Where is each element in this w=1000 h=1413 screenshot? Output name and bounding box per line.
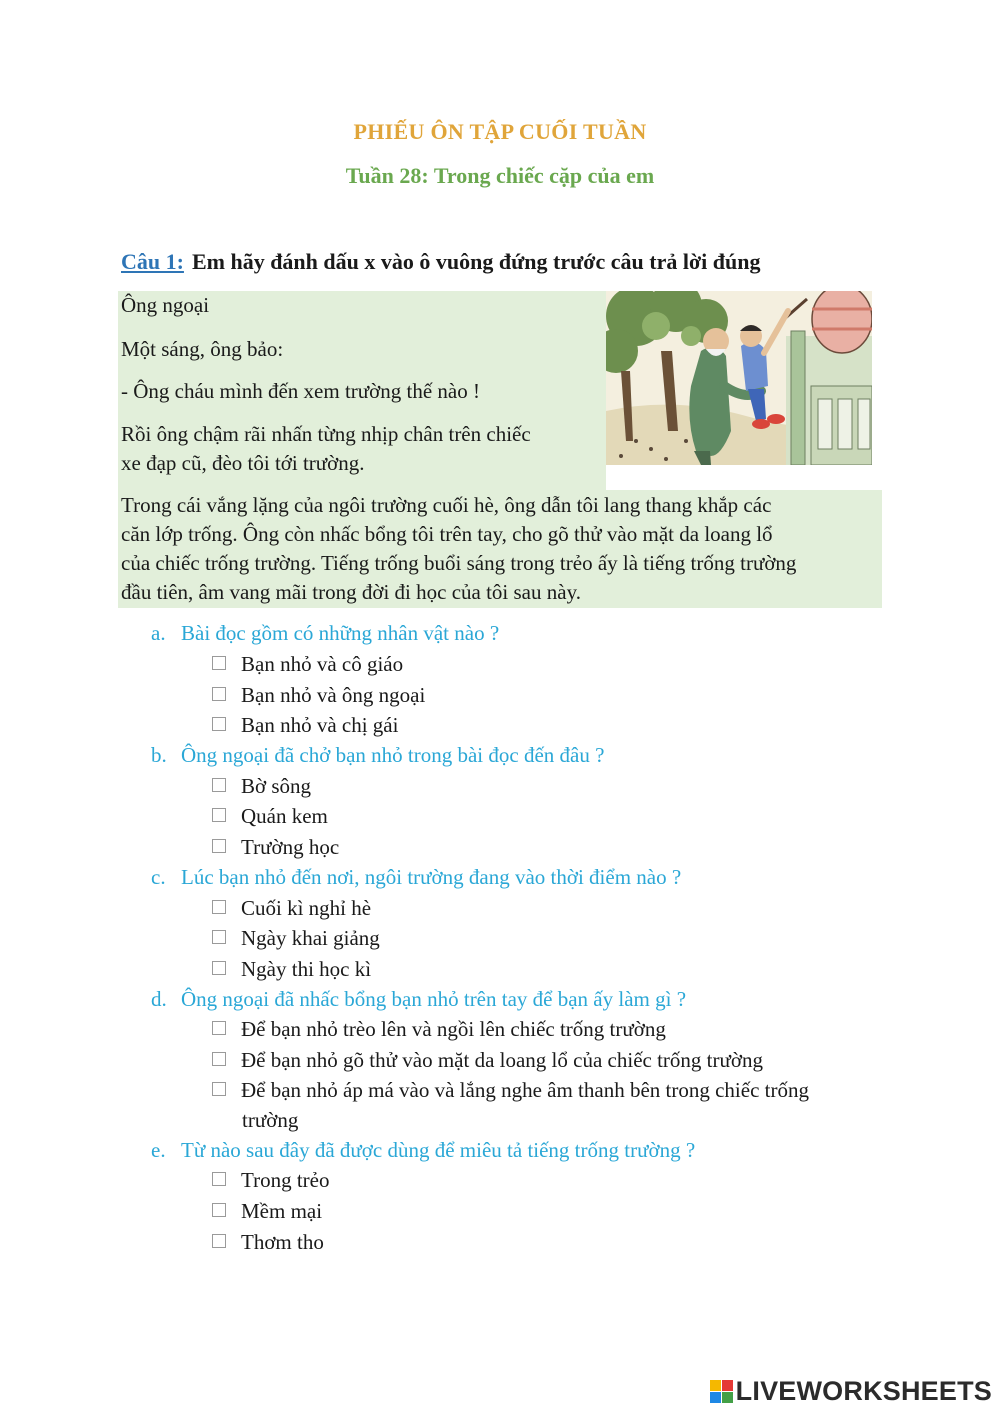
option-label: Cuối kì nghỉ hè [241, 896, 372, 920]
passage-line: xe đạp cũ, đèo tôi tới trường. [121, 451, 365, 475]
passage-line: của chiếc trống trường. Tiếng trống buổi sáng trong trẻo ấy là tiếng trống trường [121, 551, 797, 575]
checkbox[interactable] [212, 961, 226, 975]
worksheet-subtitle: Tuần 28: Trong chiếc cặp của em [345, 163, 655, 188]
passage-title: Ông ngoại [121, 293, 210, 317]
question-letter: d. [151, 987, 167, 1011]
grandfather-child-drum-illustration [606, 291, 872, 465]
question-text: Lúc bạn nhỏ đến nơi, ngôi trường đang vào thời điểm nào ? [181, 865, 682, 889]
answer-option[interactable] [212, 1048, 763, 1073]
option-label: Bạn nhỏ và cô giáo [241, 652, 404, 676]
option-label-wrap: trường [242, 1108, 299, 1132]
answer-option[interactable] [212, 683, 425, 708]
question-text: Ông ngoại đã chở bạn nhỏ trong bài đọc đến đâu ? [181, 743, 605, 767]
liveworksheets-logo[interactable] [710, 1376, 992, 1407]
passage-line: căn lớp trống. Ông còn nhấc bổng tôi trên tay, cho gõ thử vào mặt da loang lổ [121, 522, 773, 546]
answer-option[interactable] [212, 1230, 324, 1255]
checkbox[interactable] [212, 687, 226, 701]
option-label: Thơm tho [241, 1230, 324, 1254]
question-e [151, 1138, 695, 1163]
answer-option[interactable] [212, 1078, 809, 1103]
answer-option[interactable] [212, 957, 371, 982]
option-label: Mềm mại [241, 1199, 323, 1223]
passage-line: Một sáng, ông bảo: [121, 337, 284, 361]
question-b [151, 743, 604, 768]
checkbox[interactable] [212, 839, 226, 853]
checkbox[interactable] [212, 1234, 226, 1248]
option-label: Ngày thi học kì [241, 957, 372, 981]
passage-line: Rồi ông chậm rãi nhấn từng nhịp chân trên chiếc [121, 422, 531, 446]
checkbox[interactable] [212, 656, 226, 670]
passage-line: Trong cái vắng lặng của ngôi trường cuối hè, ông dẫn tôi lang thang khắp các [121, 493, 772, 517]
answer-option[interactable] [212, 804, 328, 829]
checkbox[interactable] [212, 1172, 226, 1186]
question-1-heading [121, 249, 760, 275]
liveworksheets-logo-icon [710, 1380, 733, 1403]
question-c [151, 865, 681, 890]
question-text: Bài đọc gồm có những nhân vật nào ? [181, 621, 500, 645]
answer-option[interactable] [212, 1199, 322, 1224]
question-letter: b. [151, 743, 167, 767]
passage-line: - Ông cháu mình đến xem trường thế nào ! [121, 379, 480, 403]
option-label: Ngày khai giảng [241, 926, 380, 950]
worksheet-title: PHIẾU ÔN TẬP CUỐI TUẦN [353, 119, 647, 144]
answer-option[interactable] [212, 835, 339, 860]
option-label: Trường học [241, 835, 340, 859]
checkbox[interactable] [212, 930, 226, 944]
checkbox[interactable] [212, 1203, 226, 1217]
question-1-number: Câu 1: [121, 249, 184, 274]
question-a [151, 621, 499, 646]
question-letter: e. [151, 1138, 166, 1162]
checkbox[interactable] [212, 717, 226, 731]
answer-option[interactable] [212, 1168, 329, 1193]
checkbox[interactable] [212, 1021, 226, 1035]
option-label: Để bạn nhỏ áp má vào và lắng nghe âm thanh bên trong chiếc trống [241, 1078, 809, 1102]
option-label: Bạn nhỏ và ông ngoại [241, 683, 426, 707]
question-text: Từ nào sau đây đã được dùng để miêu tả tiếng trống trường ? [181, 1138, 696, 1162]
option-label: Bờ sông [241, 774, 312, 798]
checkbox[interactable] [212, 808, 226, 822]
checkbox[interactable] [212, 778, 226, 792]
question-letter: c. [151, 865, 166, 889]
question-1-instruction: Em hãy đánh dấu x vào ô vuông đứng trước câu trả lời đúng [191, 249, 761, 274]
option-label: Để bạn nhỏ trèo lên và ngồi lên chiếc trống trường [241, 1017, 666, 1041]
option-label: Bạn nhỏ và chị gái [241, 713, 399, 737]
option-label: Để bạn nhỏ gõ thử vào mặt da loang lổ của chiếc trống trường [241, 1048, 763, 1072]
answer-option[interactable] [212, 926, 380, 951]
answer-option[interactable] [212, 1017, 666, 1042]
checkbox[interactable] [212, 1052, 226, 1066]
answer-option[interactable] [212, 896, 371, 921]
checkbox[interactable] [212, 900, 226, 914]
option-label: Trong trẻo [241, 1168, 330, 1192]
option-label: Quán kem [241, 804, 328, 828]
answer-option[interactable] [212, 652, 403, 677]
liveworksheets-logo-text: LIVEWORKSHEETS [735, 1376, 992, 1406]
checkbox[interactable] [212, 1082, 226, 1096]
question-letter: a. [151, 621, 166, 645]
answer-option[interactable] [212, 774, 311, 799]
question-text: Ông ngoại đã nhấc bổng bạn nhỏ trên tay để bạn ấy làm gì ? [181, 987, 687, 1011]
answer-option[interactable] [212, 713, 398, 738]
question-d [151, 987, 686, 1012]
passage-line: đầu tiên, âm vang mãi trong đời đi học của tôi sau này. [121, 580, 581, 604]
